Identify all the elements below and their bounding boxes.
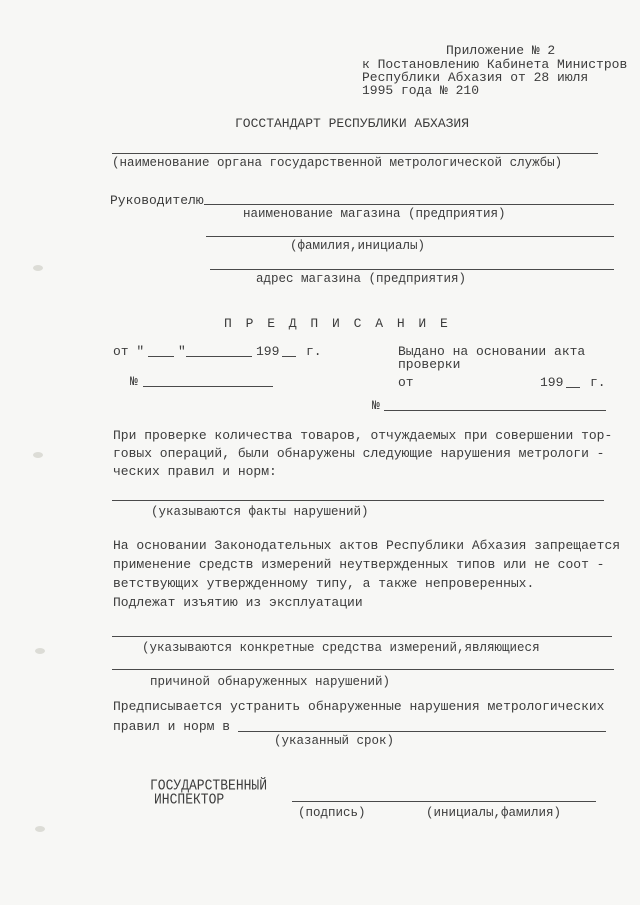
instruments-caption-1: (указываются конкретные средства измерений,являющиеся <box>142 641 540 655</box>
appendix-line-4: 1995 года № 210 <box>362 83 480 98</box>
para2-line-4: Подлежат изъятию из эксплуатации <box>113 595 363 610</box>
issued-from: от <box>398 375 414 390</box>
para3-line-1: Предписывается устранить обнаруженные нарушения метрологических <box>113 699 605 714</box>
address-line <box>210 269 614 270</box>
para2-line-1: На основании Законодательных актов Республики Абхазия запрещается <box>113 538 621 553</box>
issued-year-line <box>566 387 580 388</box>
shop-name-line <box>204 204 614 205</box>
initials-caption: (инициалы,фамилия) <box>426 806 562 820</box>
issued-line-1: Выдано на основании акта <box>398 344 586 359</box>
document-title: П Р Е Д П И С А Н И Е <box>224 316 451 331</box>
appendix-line-3: Республики Абхазия от 28 июля <box>362 70 589 85</box>
address-caption: адрес магазина (предприятия) <box>256 272 467 286</box>
to-label: Руководителю <box>110 193 204 208</box>
instruments-line-2 <box>112 669 614 670</box>
issued-line-2: проверки <box>398 357 461 372</box>
inspector-line-1: ГОСУДАРСТВЕННЫЙ <box>150 776 268 795</box>
instruments-caption-2: причиной обнаруженных нарушений) <box>150 675 391 689</box>
shop-name-caption: наименование магазина (предприятия) <box>243 207 506 221</box>
issued-number-line <box>384 410 606 411</box>
issued-year: 199 <box>540 375 564 390</box>
instruments-line-1 <box>112 636 612 637</box>
paper-mark <box>33 452 43 458</box>
deadline-line <box>238 731 606 732</box>
violations-line <box>112 500 604 501</box>
signature-caption: (подпись) <box>298 806 366 820</box>
date-day-line <box>148 356 174 357</box>
paper-mark <box>35 648 45 654</box>
name-line <box>206 236 614 237</box>
agency-caption: (наименование органа государственной метрологической службы) <box>112 156 563 170</box>
appendix-line-1: Приложение № 2 <box>446 43 556 58</box>
para2-line-2: применение средств измерений неутвержденных типов или не соот - <box>113 557 605 572</box>
agency-title: ГОССТАНДАРТ РЕСПУБЛИКИ АБХАЗИЯ <box>235 116 470 131</box>
inspector-line-2: ИНСПЕКТОР <box>154 790 225 809</box>
paper-mark <box>35 826 45 832</box>
issued-suffix: г. <box>590 375 606 390</box>
para1-line-3: ческих правил и норм: <box>113 464 277 479</box>
para2-line-3: ветствующих утвержденному типу, а также непроверенных. <box>113 576 535 591</box>
violations-caption: (указываются факты нарушений) <box>151 505 369 519</box>
date-mid: " <box>178 344 186 359</box>
number-label: № <box>130 374 138 389</box>
date-suffix: г. <box>306 344 322 359</box>
date-year-line <box>282 356 296 357</box>
agency-line <box>112 153 598 154</box>
para3-line-2: правил и норм в <box>113 719 231 734</box>
deadline-caption: (указанный срок) <box>274 734 395 748</box>
date-prefix: от " <box>113 344 145 359</box>
date-month-line <box>186 356 252 357</box>
appendix-line-2: к Постановлению Кабинета Министров <box>362 57 628 72</box>
issued-number: № <box>372 398 380 413</box>
date-year: 199 <box>256 344 280 359</box>
para1-line-2: говых операций, были обнаружены следующие нарушения метрологи - <box>113 446 605 461</box>
number-line <box>143 386 273 387</box>
signature-line <box>292 801 596 802</box>
name-caption: (фамилия,инициалы) <box>290 239 426 253</box>
para1-line-1: При проверке количества товаров, отчуждаемых при совершении тор- <box>113 428 613 443</box>
paper-mark <box>33 265 43 271</box>
